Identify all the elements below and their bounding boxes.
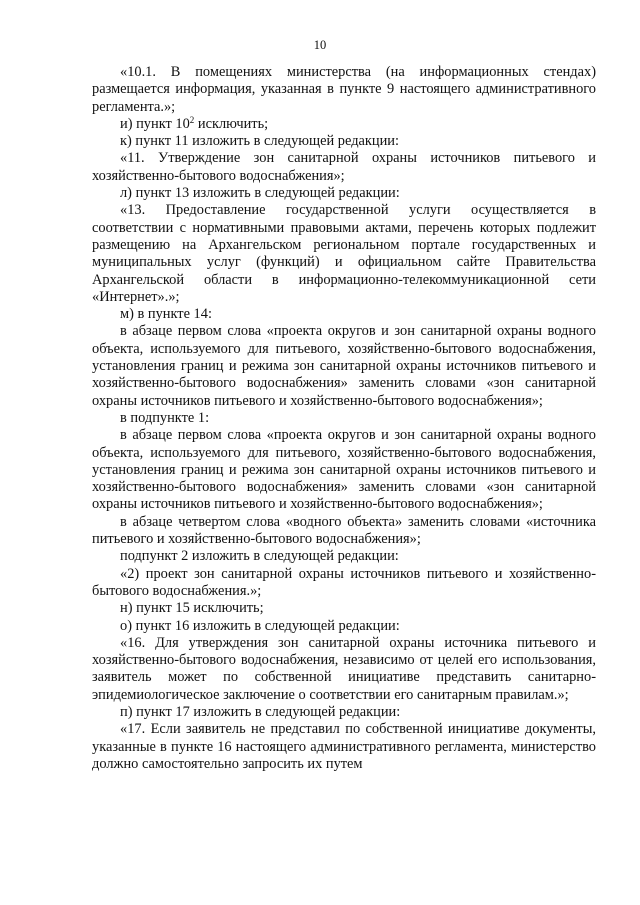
document-body [92, 64, 596, 773]
paragraph-item-o: о) пункт 16 изложить в следующей редакции: [120, 617, 400, 634]
paragraph-16: «16. Для утверждения зон санитарной охраны источника питьевого и хозяйственно-бытового водоснабжения, независимо от целей его использования, заявитель может по собственной инициативе представить санитарно-эпидемиологическое заключение о соответствии его санитарным правилам.»; [92, 634, 596, 703]
paragraph-14-first-abzac: в абзаце первом слова «проекта округов и зон санитарной охраны водного объекта, используемого для питьевого, хозяйственно-бытового водоснабжения, установления границ и режима зон санитарной охраны источников питьевого и хозяйственно-бытового водоснабжения» заменить словами «зон санитарной охраны источников питьевого и хозяйственно-бытового водоснабжения»; [92, 323, 596, 409]
paragraph-item-k: к) пункт 11 изложить в следующей редакции: [120, 133, 400, 150]
paragraph-podpunkt-1-first-abzac: в абзаце первом слова «проекта округов и зон санитарной охраны водного объекта, используемого для питьевого, хозяйственно-бытового водоснабжения, установления границ и режима зон санитарной охраны источников питьевого и хозяйственно-бытового водоснабжения» заменить словами «зон санитарной охраны источников питьевого и хозяйственно-бытового водоснабжения»; [92, 427, 596, 513]
paragraph-item-i-tail: исключить; [194, 115, 269, 132]
paragraph-podpunkt-2: «2) проект зон санитарной охраны источников питьевого и хозяйственно-бытового водоснабжения.»; [92, 565, 596, 599]
paragraph-item-i-text: и) пункт 10 [120, 115, 190, 132]
paragraph-10-1: «10.1. В помещениях министерства (на информационных стендах) размещается информация, указанная в пункте 9 настоящего административного регламента.»; [92, 64, 596, 115]
page-number: 10 [313, 38, 327, 52]
paragraph-item-m: м) в пункте 14: [120, 306, 212, 323]
paragraph-item-p: п) пункт 17 изложить в следующей редакции: [120, 703, 401, 720]
paragraph-item-i [92, 116, 596, 133]
paragraph-17: «17. Если заявитель не представил по собственной инициативе документы, указанные в пункте 16 настоящего административного регламента, министерство должно самостоятельно запросить их путем [92, 721, 596, 772]
paragraph-podpunkt-2-intro: подпункт 2 изложить в следующей редакции: [120, 548, 399, 565]
paragraph-item-n: н) пункт 15 исключить; [120, 600, 264, 617]
paragraph-13: «13. Предоставление государственной услуги осуществляется в соответствии с нормативными правовыми актами, перечень которых подлежит размещению на Архангельском региональном портале государственных и муниципальных услуг (функций) и официальном сайте Правительства Архангельской области в информационно-телекоммуникационной сети «Интернет».»; [92, 202, 596, 305]
paragraph-podpunkt-1: в подпункте 1: [120, 409, 210, 426]
paragraph-11: «11. Утверждение зон санитарной охраны источников питьевого и хозяйственно-бытового водоснабжения»; [92, 150, 596, 184]
superscript-2: 2 [189, 114, 195, 125]
paragraph-item-l: л) пункт 13 изложить в следующей редакции: [120, 185, 400, 202]
paragraph-podpunkt-1-fourth-abzac: в абзаце четвертом слова «водного объекта» заменить словами «источника питьевого и хозяйственно-бытового водоснабжения»; [92, 513, 596, 548]
